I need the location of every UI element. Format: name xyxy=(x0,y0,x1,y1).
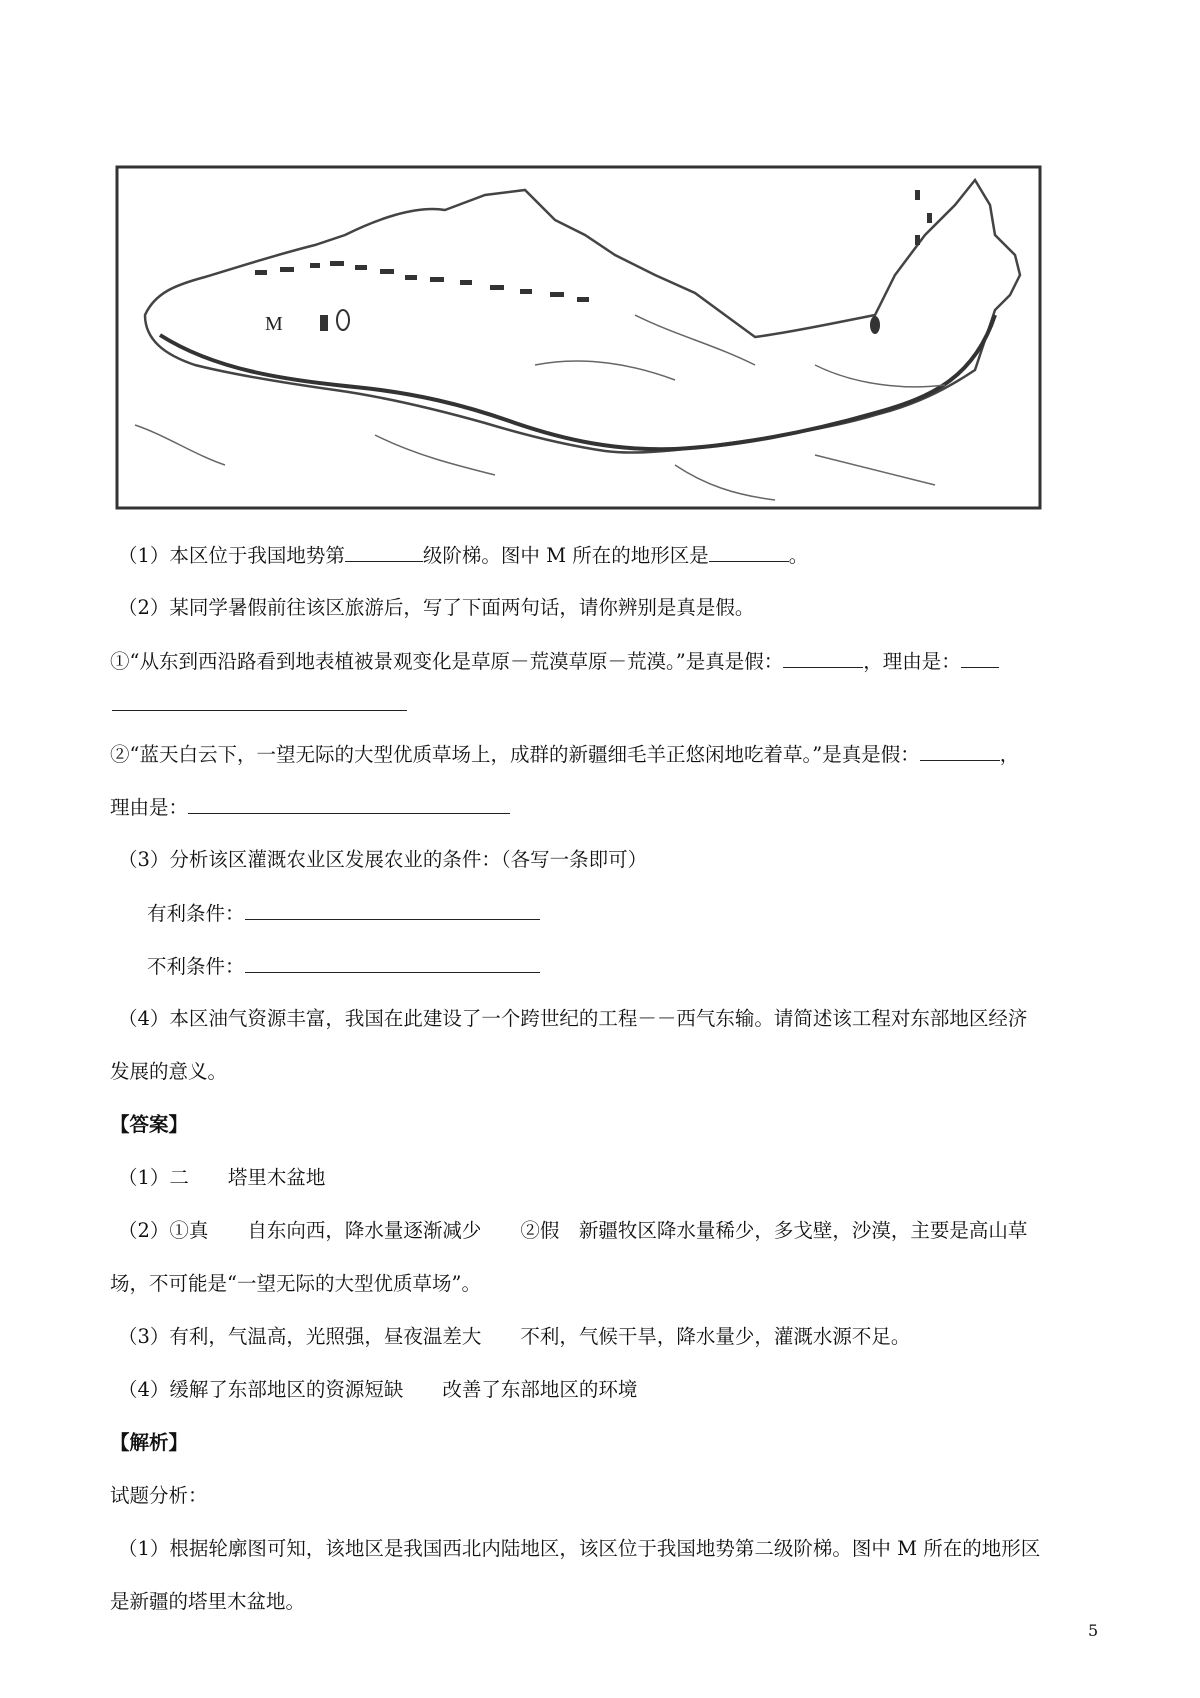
question-2-item-1 xyxy=(110,647,999,676)
answer-4: （4）缓解了东部地区的资源短缺 改善了东部地区的环境 xyxy=(118,1378,638,1401)
question-2-item-1-text: ①“从东到西沿路看到地表植被景观变化是草原－荒漠草原－荒漠。”是真是假： xyxy=(110,650,784,673)
question-3-intro: （3）分析该区灌溉农业区发展农业的条件：（各写一条即可） xyxy=(118,848,648,871)
favorable-label: 有利条件： xyxy=(147,902,245,925)
answer-heading: 【答案】 xyxy=(110,1113,189,1136)
unfavorable-conditions xyxy=(147,952,540,981)
map-label-m: M xyxy=(265,313,283,335)
answer-blank xyxy=(961,647,999,668)
answer-blank-continued xyxy=(112,690,407,711)
question-2-item-2-text: ②“蓝天白云下，一望无际的大型优质草场上，成群的新疆细毛羊正悠闲地吃着草。”是真是假： xyxy=(110,743,920,766)
question-1-text-a: （1）本区位于我国地势第 xyxy=(118,544,345,567)
analysis-1-line-2: 是新疆的塔里木盆地。 xyxy=(110,1590,306,1613)
question-1-text-c: 。 xyxy=(788,544,809,567)
answer-2-line-2: 场，不可能是“一望无际的大型优质草场”。 xyxy=(110,1272,481,1295)
northwest-china-outline-map xyxy=(115,165,1042,510)
answer-2-line-1: （2）①真 自东向西，降水量逐渐减少 ②假 新疆牧区降水量稀少，多戈壁，沙漠，主要是高山草 xyxy=(118,1219,1028,1242)
answer-blank xyxy=(783,647,863,668)
question-2-intro: （2）某同学暑假前往该区旅游后，写了下面两句话，请你辨别是真是假。 xyxy=(118,596,755,619)
page-number: 5 xyxy=(1088,1621,1099,1640)
answer-blank xyxy=(709,541,789,562)
answer-blank xyxy=(920,740,1000,761)
answer-blank xyxy=(345,541,423,562)
question-2-item-2-comma: ， xyxy=(999,743,1020,766)
answer-3: （3）有利，气温高，光照强，昼夜温差大 不利，气候干旱，降水量少，灌溉水源不足。 xyxy=(118,1325,911,1348)
analysis-subheading: 试题分析： xyxy=(110,1484,208,1507)
question-2-item-2-reason xyxy=(110,793,510,822)
answer-blank xyxy=(188,793,510,814)
question-1-text-b: 级阶梯。图中 M 所在的地形区是 xyxy=(422,544,709,567)
question-4-line-1: （4）本区油气资源丰富，我国在此建设了一个跨世纪的工程－－西气东输。请简述该工程对东部地区经济 xyxy=(118,1007,1028,1030)
reason-label: 理由是： xyxy=(110,796,189,819)
favorable-conditions xyxy=(147,899,540,928)
analysis-1-line-1: （1）根据轮廓图可知，该地区是我国西北内陆地区，该区位于我国地势第二级阶梯。图中 M 所在的地形区 xyxy=(118,1537,1041,1560)
answer-1: （1）二 塔里木盆地 xyxy=(118,1166,326,1189)
question-2-item-1-reason-label: ，理由是： xyxy=(863,650,961,673)
answer-blank xyxy=(245,899,540,920)
question-1 xyxy=(118,541,808,570)
analysis-heading: 【解析】 xyxy=(110,1431,189,1454)
question-4-line-2: 发展的意义。 xyxy=(110,1060,228,1083)
answer-blank xyxy=(245,952,540,973)
unfavorable-label: 不利条件： xyxy=(147,955,245,978)
question-2-item-2 xyxy=(110,740,1019,769)
